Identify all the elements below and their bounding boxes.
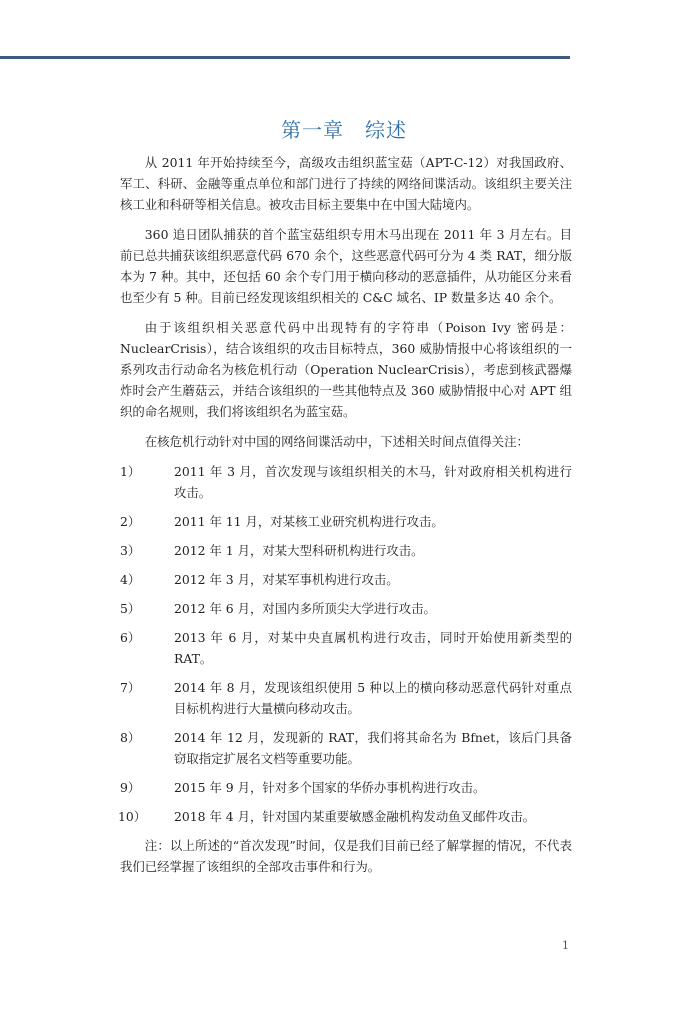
paragraph-naming: 由于该组织相关恶意代码中出现特有的字符串（Poison Ivy 密码是：NuclearCrisis），结合该组织的攻击目标特点，360 威胁情报中心将该组织的一系列攻击行动命名为核危机行动（Operation NuclearCrisis），考虑到核武器爆炸时会产生蘑菇云，并结合该组织的一些其他特点及 360 威胁情报中心对 APT 组织的命名规则，我们将该组织名为蓝宝菇。 bbox=[120, 320, 572, 419]
item-text: 2012 年 3 月，对某军事机构进行攻击。 bbox=[174, 572, 399, 587]
item-text: 2014 年 12 月，发现新的 RAT，我们将其命名为 Bfnet，该后门具备窃取指定扩展名文档等重要功能。 bbox=[174, 730, 572, 766]
timeline-item bbox=[120, 569, 572, 590]
paragraph-note: 注：以上所述的“首次发现”时间，仅是我们目前已经了解掌握的情况，不代表我们已经掌握了该组织的全部攻击事件和行为。 bbox=[120, 838, 572, 874]
timeline-item bbox=[120, 540, 572, 561]
item-text: 2012 年 6 月，对国内多所顶尖大学进行攻击。 bbox=[174, 601, 436, 616]
timeline-item bbox=[120, 511, 572, 532]
timeline-item bbox=[120, 461, 572, 503]
chapter-title: 第一章 综述 bbox=[281, 118, 407, 142]
item-text: 2011 年 3 月，首次发现与该组织相关的木马，针对政府相关机构进行攻击。 bbox=[174, 464, 572, 500]
item-text: 2018 年 4 月，针对国内某重要敏感金融机构发动鱼叉邮件攻击。 bbox=[174, 809, 535, 824]
timeline-item bbox=[120, 727, 572, 769]
timeline-item bbox=[120, 627, 572, 669]
item-number: 2） bbox=[120, 514, 141, 529]
paragraph-intro: 从 2011 年开始持续至今，高级攻击组织蓝宝菇（APT-C-12）对我国政府、军工、科研、金融等重点单位和部门进行了持续的网络间谍活动。该组织主要关注核工业和科研等相关信息。被攻击目标主要集中在中国大陆境内。 bbox=[120, 155, 572, 212]
header-rule bbox=[0, 56, 570, 59]
timeline-list bbox=[120, 461, 572, 827]
paragraph-trojan-stats: 360 追日团队捕获的首个蓝宝菇组织专用木马出现在 2011 年 3 月左右。目前已总共捕获该组织恶意代码 670 余个，这些恶意代码可分为 4 类 RAT，细分版本为 7 种。其中，还包括 60 余个专门用于横向移动的恶意插件，从功能区分来看也至少有 5 种。目前已经发现该组织相关的 C&C 域名、IP 数量多达 40 余个。 bbox=[120, 227, 572, 305]
item-text: 2013 年 6 月，对某中央直属机构进行攻击，同时开始使用新类型的 RAT。 bbox=[174, 630, 572, 666]
item-text: 2015 年 9 月，针对多个国家的华侨办事机构进行攻击。 bbox=[174, 780, 486, 795]
item-number: 7） bbox=[120, 680, 141, 695]
item-text: 2011 年 11 月，对某核工业研究机构进行攻击。 bbox=[174, 514, 444, 529]
item-number: 1） bbox=[120, 464, 141, 479]
item-number: 5） bbox=[120, 601, 141, 616]
item-text: 2014 年 8 月，发现该组织使用 5 种以上的横向移动恶意代码针对重点目标机构进行大量横向移动攻击。 bbox=[174, 680, 572, 716]
item-number: 9） bbox=[120, 780, 141, 795]
timeline-item bbox=[120, 806, 572, 827]
item-number: 10） bbox=[118, 809, 147, 824]
item-number: 8） bbox=[120, 730, 141, 745]
item-number: 6） bbox=[120, 630, 141, 645]
item-text: 2012 年 1 月，对某大型科研机构进行攻击。 bbox=[174, 543, 424, 558]
page-number: 1 bbox=[562, 939, 569, 952]
timeline-item bbox=[120, 677, 572, 719]
paragraph-timeline-intro: 在核危机行动针对中国的网络间谍活动中，下述相关时间点值得关注： bbox=[144, 434, 529, 449]
timeline-item bbox=[120, 598, 572, 619]
item-number: 3） bbox=[120, 543, 141, 558]
item-number: 4） bbox=[120, 572, 141, 587]
timeline-item bbox=[120, 777, 572, 798]
document-body bbox=[120, 152, 572, 886]
